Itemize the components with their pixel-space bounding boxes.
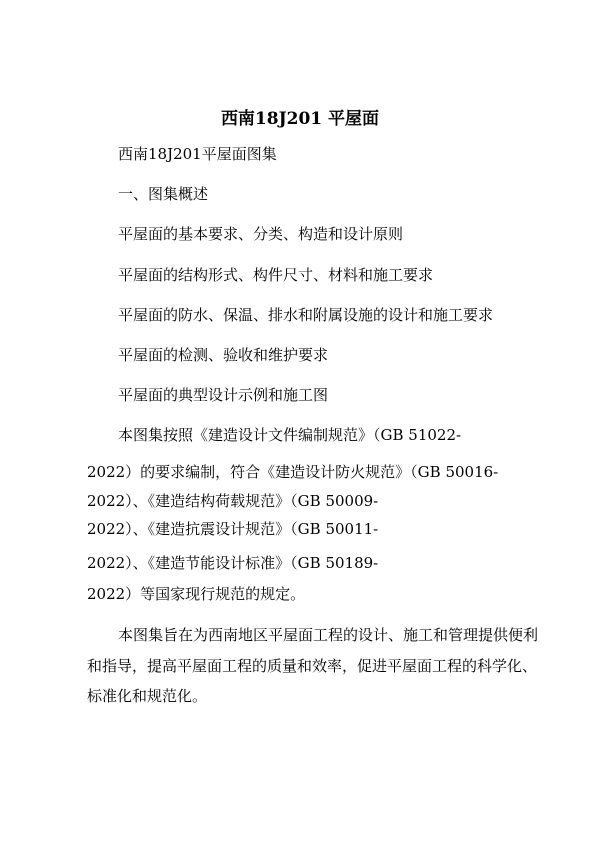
paragraph-line: 2022）的要求编制，符合《建造设计防火规范》（GB 50016- (87, 463, 499, 481)
paragraph-line: 和指导，提高平屋面工程的质量和效率，促进平屋面工程的科学化、 (87, 657, 538, 675)
paragraph-line: 2022）、《建造结构荷载规范》（GB 50009- (87, 492, 379, 510)
paragraph-line: 2022）等国家现行规范的规定。 (87, 585, 306, 603)
text-line: 西南18J201平屋面图集 (118, 145, 277, 163)
list-item: 平屋面的典型设计示例和施工图 (118, 386, 329, 404)
section-heading: 一、图集概述 (118, 185, 209, 203)
paragraph-line: 2022）、《建造抗震设计规范》（GB 50011- (87, 520, 379, 538)
paragraph-line: 本图集按照《建造设计文件编制规范》（GB 51022- (118, 426, 462, 444)
list-item: 平屋面的基本要求、分类、构造和设计原则 (118, 225, 404, 243)
list-item: 平屋面的防水、保温、排水和附属设施的设计和施工要求 (118, 306, 494, 324)
list-item: 平屋面的检测、验收和维护要求 (118, 346, 329, 364)
paragraph-line: 标准化和规范化。 (87, 687, 208, 705)
paragraph-line: 本图集旨在为西南地区平屋面工程的设计、施工和管理提供便利 (118, 626, 539, 644)
document-title: 西南18J201 平屋面 (220, 109, 380, 129)
list-item: 平屋面的结构形式、构件尺寸、材料和施工要求 (118, 266, 434, 284)
paragraph-line: 2022）、《建造节能设计标准》（GB 50189- (87, 554, 379, 572)
